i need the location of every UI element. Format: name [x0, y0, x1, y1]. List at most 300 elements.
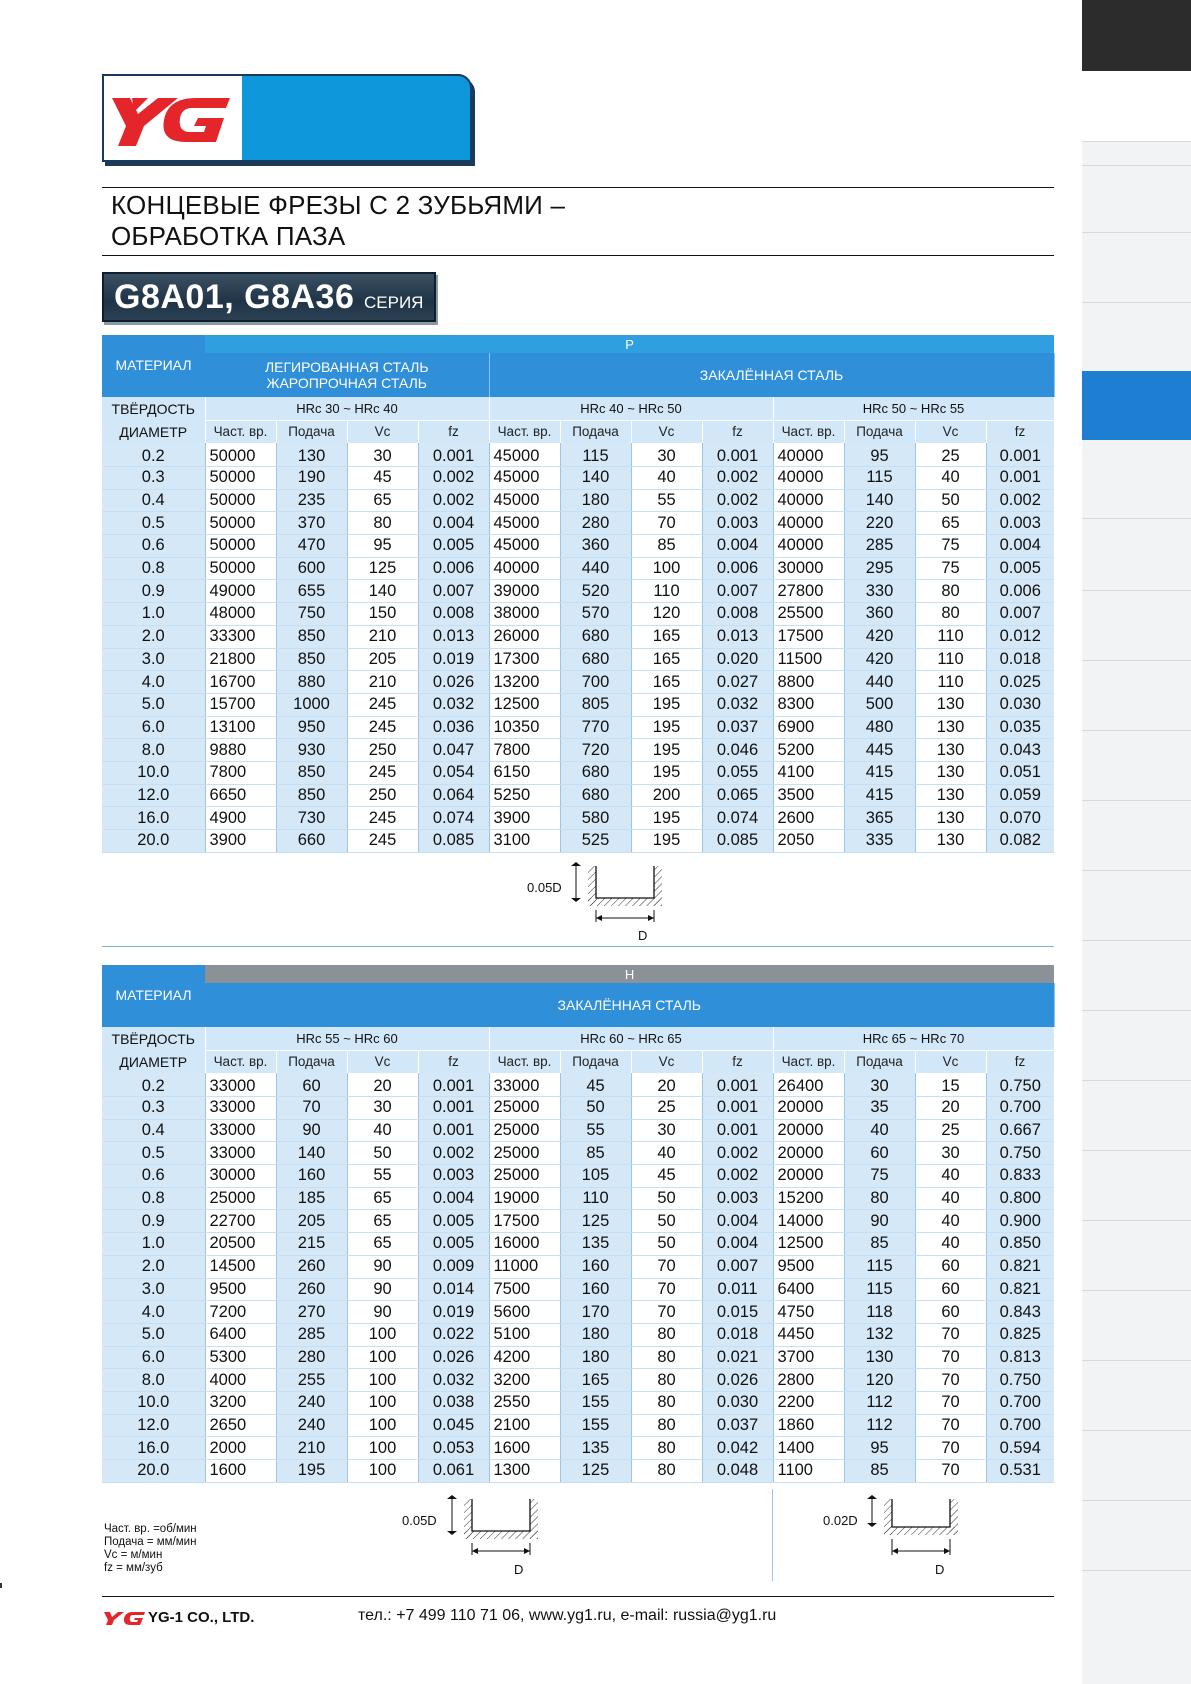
value-cell: 415: [844, 784, 915, 807]
value-cell: 0.001: [702, 1119, 773, 1142]
material-alloy-steel-line2: ЖАРОПРОЧНАЯ СТАЛЬ: [266, 375, 427, 391]
value-cell: 115: [844, 467, 915, 490]
value-cell: 750: [276, 603, 347, 626]
value-cell: 33300: [205, 625, 276, 648]
value-cell: 0.004: [702, 535, 773, 558]
value-cell: 3500: [773, 784, 844, 807]
value-cell: 0.036: [418, 716, 489, 739]
value-cell: 0.070: [986, 807, 1054, 830]
value-cell: 3200: [205, 1391, 276, 1414]
value-cell: 1600: [205, 1460, 276, 1483]
value-cell: 6400: [205, 1323, 276, 1346]
value-cell: 165: [560, 1369, 631, 1392]
value-cell: 80: [915, 603, 986, 626]
value-cell: 110: [560, 1187, 631, 1210]
side-divider: [1082, 1150, 1191, 1151]
value-cell: 150: [347, 603, 418, 626]
value-cell: 0.085: [418, 830, 489, 853]
col-speed: Част. вр.: [773, 1050, 844, 1073]
col-speed: Част. вр.: [773, 420, 844, 443]
value-cell: 0.008: [702, 603, 773, 626]
diameter-cell: 0.4: [102, 1119, 205, 1142]
diameter-cell: 2.0: [102, 1255, 205, 1278]
table-row: [102, 1210, 1054, 1233]
value-cell: 440: [844, 671, 915, 694]
legend-speed: Част. вр. =об/мин: [104, 1523, 197, 1535]
value-cell: 60: [844, 1142, 915, 1165]
value-cell: 0.015: [702, 1301, 773, 1324]
value-cell: 360: [844, 603, 915, 626]
table-row: [102, 1073, 1054, 1097]
page-title-line1: КОНЦЕВЫЕ ФРЕЗЫ С 2 ЗУБЬЯМИ –: [111, 190, 566, 220]
value-cell: 0.085: [702, 830, 773, 853]
value-cell: 33000: [489, 1073, 560, 1097]
value-cell: 33000: [205, 1097, 276, 1120]
col-fz: fz: [986, 1050, 1054, 1073]
value-cell: 1100: [773, 1460, 844, 1483]
table-row: [102, 1187, 1054, 1210]
value-cell: 0.014: [418, 1278, 489, 1301]
value-cell: 0.065: [702, 784, 773, 807]
value-cell: 130: [915, 784, 986, 807]
value-cell: 360: [560, 535, 631, 558]
value-cell: 30: [915, 1142, 986, 1165]
header-banner-border: [102, 74, 472, 162]
table-row: [102, 625, 1054, 648]
col-speed: Част. вр.: [205, 420, 276, 443]
side-divider: [1082, 940, 1191, 941]
table-row: [102, 1278, 1054, 1301]
value-cell: 0.013: [702, 625, 773, 648]
value-cell: 155: [560, 1414, 631, 1437]
cutting-table-h: [102, 965, 1055, 1483]
value-cell: 25: [631, 1097, 702, 1120]
value-cell: 0.008: [418, 603, 489, 626]
table-row: [102, 557, 1054, 580]
value-cell: 365: [844, 807, 915, 830]
value-cell: 140: [844, 489, 915, 512]
value-cell: 110: [915, 625, 986, 648]
value-cell: 5600: [489, 1301, 560, 1324]
value-cell: 0.003: [702, 512, 773, 535]
legend-fz: fz = мм/зуб: [104, 1562, 163, 1574]
value-cell: 3100: [489, 830, 560, 853]
value-cell: 0.045: [418, 1414, 489, 1437]
value-cell: 70: [915, 1437, 986, 1460]
value-cell: 25: [915, 443, 986, 467]
value-cell: 0.043: [986, 739, 1054, 762]
value-cell: 9500: [773, 1255, 844, 1278]
hardness-header: ТВЁРДОСТЬ: [102, 1027, 205, 1050]
value-cell: 0.019: [418, 1301, 489, 1324]
value-cell: 0.005: [418, 1233, 489, 1256]
value-cell: 655: [276, 580, 347, 603]
value-cell: 45000: [489, 443, 560, 467]
material-header: МАТЕРИАЛ: [102, 335, 205, 397]
value-cell: 125: [560, 1460, 631, 1483]
slot-diagram-1: [570, 862, 690, 932]
col-speed: Част. вр.: [489, 1050, 560, 1073]
value-cell: 525: [560, 830, 631, 853]
value-cell: 0.004: [418, 512, 489, 535]
value-cell: 45000: [489, 512, 560, 535]
width-label-2: D: [514, 1562, 524, 1577]
value-cell: 130: [915, 716, 986, 739]
diameter-cell: 5.0: [102, 1323, 205, 1346]
table-row: [102, 467, 1054, 490]
col-feed: Подача: [276, 1050, 347, 1073]
value-cell: 70: [915, 1323, 986, 1346]
table-row: [102, 1301, 1054, 1324]
value-cell: 0.004: [702, 1233, 773, 1256]
hardness-range-1: HRc 30 ~ HRc 40: [205, 397, 489, 420]
value-cell: 770: [560, 716, 631, 739]
value-cell: 0.032: [418, 1369, 489, 1392]
value-cell: 130: [915, 807, 986, 830]
value-cell: 165: [631, 648, 702, 671]
value-cell: 65: [347, 1233, 418, 1256]
diameter-cell: 8.0: [102, 739, 205, 762]
value-cell: 25500: [773, 603, 844, 626]
table-row: [102, 1414, 1054, 1437]
value-cell: 45: [560, 1073, 631, 1097]
table-row: [102, 1437, 1054, 1460]
value-cell: 40000: [773, 489, 844, 512]
side-divider: [1082, 1080, 1191, 1081]
col-fz: fz: [418, 1050, 489, 1073]
margin-mark: [0, 1583, 2, 1588]
value-cell: 255: [276, 1369, 347, 1392]
value-cell: 210: [347, 671, 418, 694]
slot-diagram-3: [866, 1495, 986, 1565]
value-cell: 235: [276, 489, 347, 512]
value-cell: 165: [631, 671, 702, 694]
footer-company: YG-1 CO., LTD.: [148, 1609, 255, 1626]
value-cell: 16700: [205, 671, 276, 694]
value-cell: 95: [844, 1437, 915, 1460]
value-cell: 160: [276, 1165, 347, 1188]
value-cell: 14500: [205, 1255, 276, 1278]
value-cell: 220: [844, 512, 915, 535]
value-cell: 570: [560, 603, 631, 626]
diameter-cell: 4.0: [102, 1301, 205, 1324]
value-cell: 440: [560, 557, 631, 580]
value-cell: 200: [631, 784, 702, 807]
material-alloy-steel-line1: ЛЕГИРОВАННАЯ СТАЛЬ: [264, 359, 429, 375]
value-cell: 140: [276, 1142, 347, 1165]
value-cell: 7800: [489, 739, 560, 762]
series-codes: G8A01, G8A36: [114, 278, 355, 316]
value-cell: 170: [560, 1301, 631, 1324]
value-cell: 0.020: [702, 648, 773, 671]
footer-contact[interactable]: тел.: +7 499 110 71 06, www.yg1.ru, e-mail: russia@yg1.ru: [358, 1607, 777, 1624]
material-group-p: P: [205, 335, 1054, 353]
value-cell: 700: [560, 671, 631, 694]
value-cell: 0.026: [702, 1369, 773, 1392]
value-cell: 500: [844, 693, 915, 716]
value-cell: 100: [347, 1323, 418, 1346]
diameter-cell: 1.0: [102, 1233, 205, 1256]
value-cell: 50000: [205, 467, 276, 490]
value-cell: 240: [276, 1414, 347, 1437]
value-cell: 70: [276, 1097, 347, 1120]
diameter-cell: 16.0: [102, 807, 205, 830]
value-cell: 4450: [773, 1323, 844, 1346]
value-cell: 195: [631, 830, 702, 853]
value-cell: 55: [631, 489, 702, 512]
value-cell: 25: [915, 1119, 986, 1142]
col-fz: fz: [702, 1050, 773, 1073]
value-cell: 118: [844, 1301, 915, 1324]
value-cell: 110: [631, 580, 702, 603]
value-cell: 5100: [489, 1323, 560, 1346]
value-cell: 850: [276, 761, 347, 784]
value-cell: 25000: [489, 1097, 560, 1120]
side-divider: [1082, 1430, 1191, 1431]
value-cell: 250: [347, 784, 418, 807]
value-cell: 11000: [489, 1255, 560, 1278]
value-cell: 100: [347, 1437, 418, 1460]
value-cell: 0.002: [702, 1165, 773, 1188]
diameter-cell: 1.0: [102, 603, 205, 626]
value-cell: 0.700: [986, 1391, 1054, 1414]
value-cell: 210: [347, 625, 418, 648]
value-cell: 0.003: [702, 1187, 773, 1210]
value-cell: 470: [276, 535, 347, 558]
value-cell: 75: [844, 1165, 915, 1188]
value-cell: 50000: [205, 443, 276, 467]
value-cell: 245: [347, 693, 418, 716]
value-cell: 0.030: [986, 693, 1054, 716]
value-cell: 2000: [205, 1437, 276, 1460]
value-cell: 30: [347, 443, 418, 467]
value-cell: 17300: [489, 648, 560, 671]
series-label: СЕРИЯ: [364, 293, 424, 312]
value-cell: 130: [844, 1346, 915, 1369]
value-cell: 70: [915, 1346, 986, 1369]
side-divider: [1082, 800, 1191, 801]
value-cell: 80: [631, 1391, 702, 1414]
value-cell: 65: [347, 1210, 418, 1233]
value-cell: 100: [347, 1369, 418, 1392]
diameter-cell: 0.9: [102, 580, 205, 603]
table-row: [102, 1323, 1054, 1346]
value-cell: 7800: [205, 761, 276, 784]
value-cell: 20000: [773, 1097, 844, 1120]
value-cell: 90: [276, 1119, 347, 1142]
side-tab-active[interactable]: [1082, 371, 1191, 440]
hardness-range-2: HRc 60 ~ HRc 65: [489, 1027, 773, 1050]
value-cell: 245: [347, 716, 418, 739]
side-divider: [1082, 590, 1191, 591]
value-cell: 805: [560, 693, 631, 716]
value-cell: 22700: [205, 1210, 276, 1233]
diameter-cell: 10.0: [102, 761, 205, 784]
diagram-divider: [772, 1489, 773, 1581]
value-cell: 335: [844, 830, 915, 853]
section-divider: [102, 946, 1054, 947]
value-cell: 0.046: [702, 739, 773, 762]
side-tab-dark[interactable]: [1082, 0, 1191, 71]
value-cell: 0.001: [702, 1073, 773, 1097]
value-cell: 45: [631, 1165, 702, 1188]
value-cell: 33000: [205, 1119, 276, 1142]
value-cell: 0.064: [418, 784, 489, 807]
col-speed: Част. вр.: [489, 420, 560, 443]
value-cell: 180: [560, 1346, 631, 1369]
units-legend: [104, 1523, 197, 1575]
value-cell: 0.004: [702, 1210, 773, 1233]
value-cell: 0.667: [986, 1119, 1054, 1142]
value-cell: 240: [276, 1391, 347, 1414]
col-fz: fz: [986, 420, 1054, 443]
value-cell: 0.012: [986, 625, 1054, 648]
value-cell: 140: [560, 467, 631, 490]
value-cell: 0.021: [702, 1346, 773, 1369]
value-cell: 0.032: [418, 693, 489, 716]
value-cell: 80: [631, 1323, 702, 1346]
value-cell: 80: [631, 1437, 702, 1460]
side-divider: [1082, 1570, 1191, 1571]
value-cell: 115: [844, 1255, 915, 1278]
value-cell: 40: [915, 1165, 986, 1188]
value-cell: 112: [844, 1414, 915, 1437]
value-cell: 850: [276, 648, 347, 671]
value-cell: 195: [276, 1460, 347, 1483]
value-cell: 0.001: [986, 467, 1054, 490]
table-row: [102, 761, 1054, 784]
value-cell: 0.700: [986, 1097, 1054, 1120]
diameter-cell: 0.4: [102, 489, 205, 512]
value-cell: 6150: [489, 761, 560, 784]
value-cell: 2200: [773, 1391, 844, 1414]
value-cell: 0.002: [418, 489, 489, 512]
value-cell: 70: [631, 1278, 702, 1301]
col-vc: Vc: [631, 420, 702, 443]
value-cell: 25000: [489, 1142, 560, 1165]
value-cell: 0.001: [702, 443, 773, 467]
value-cell: 0.002: [702, 489, 773, 512]
value-cell: 0.037: [702, 716, 773, 739]
value-cell: 110: [915, 671, 986, 694]
side-divider: [1082, 302, 1191, 303]
table-row: [102, 693, 1054, 716]
value-cell: 140: [347, 580, 418, 603]
value-cell: 0.007: [702, 1255, 773, 1278]
diameter-cell: 3.0: [102, 1278, 205, 1301]
col-fz: fz: [702, 420, 773, 443]
value-cell: 9880: [205, 739, 276, 762]
value-cell: 0.006: [418, 557, 489, 580]
value-cell: 100: [631, 557, 702, 580]
table-row: [102, 784, 1054, 807]
col-vc: Vc: [915, 1050, 986, 1073]
value-cell: 70: [631, 1255, 702, 1278]
value-cell: 60: [276, 1073, 347, 1097]
value-cell: 90: [844, 1210, 915, 1233]
value-cell: 0.037: [702, 1414, 773, 1437]
value-cell: 20: [347, 1073, 418, 1097]
value-cell: 80: [631, 1460, 702, 1483]
value-cell: 12500: [773, 1233, 844, 1256]
value-cell: 20: [915, 1097, 986, 1120]
value-cell: 10350: [489, 716, 560, 739]
value-cell: 295: [844, 557, 915, 580]
value-cell: 50: [560, 1097, 631, 1120]
diameter-cell: 0.3: [102, 1097, 205, 1120]
side-divider: [1082, 165, 1191, 166]
value-cell: 50: [915, 489, 986, 512]
material-group-h: H: [205, 965, 1054, 983]
side-divider: [1082, 1010, 1191, 1011]
value-cell: 6400: [773, 1278, 844, 1301]
col-vc: Vc: [347, 1050, 418, 1073]
value-cell: 33000: [205, 1073, 276, 1097]
value-cell: 40: [915, 1210, 986, 1233]
table-row: [102, 830, 1054, 853]
side-tab-strip: [1082, 0, 1191, 1684]
value-cell: 17500: [489, 1210, 560, 1233]
value-cell: 50: [631, 1187, 702, 1210]
value-cell: 2550: [489, 1391, 560, 1414]
value-cell: 110: [915, 648, 986, 671]
value-cell: 120: [844, 1369, 915, 1392]
value-cell: 250: [347, 739, 418, 762]
value-cell: 160: [560, 1278, 631, 1301]
value-cell: 0.001: [418, 1097, 489, 1120]
value-cell: 0.007: [702, 580, 773, 603]
value-cell: 370: [276, 512, 347, 535]
diameter-cell: 12.0: [102, 784, 205, 807]
value-cell: 27800: [773, 580, 844, 603]
value-cell: 120: [631, 603, 702, 626]
table-row: [102, 1255, 1054, 1278]
value-cell: 0.813: [986, 1346, 1054, 1369]
value-cell: 850: [276, 784, 347, 807]
side-tab-white[interactable]: [1082, 71, 1191, 141]
value-cell: 195: [631, 807, 702, 830]
hardness-range-3: HRc 50 ~ HRc 55: [773, 397, 1054, 420]
value-cell: 0.700: [986, 1414, 1054, 1437]
value-cell: 85: [631, 535, 702, 558]
value-cell: 415: [844, 761, 915, 784]
value-cell: 40000: [773, 443, 844, 467]
depth-label-2: 0.05D: [402, 1513, 437, 1528]
value-cell: 0.002: [702, 1142, 773, 1165]
value-cell: 215: [276, 1233, 347, 1256]
value-cell: 7500: [489, 1278, 560, 1301]
value-cell: 2100: [489, 1414, 560, 1437]
value-cell: 19000: [489, 1187, 560, 1210]
value-cell: 3900: [205, 830, 276, 853]
table-row: [102, 671, 1054, 694]
value-cell: 0.009: [418, 1255, 489, 1278]
side-divider: [1082, 870, 1191, 871]
diameter-cell: 0.9: [102, 1210, 205, 1233]
value-cell: 0.001: [418, 1119, 489, 1142]
footer-rule: [102, 1596, 1054, 1597]
value-cell: 90: [347, 1255, 418, 1278]
value-cell: 50000: [205, 489, 276, 512]
material-alloy-steel: [205, 353, 489, 397]
material-hardened-steel: ЗАКАЛЁННАЯ СТАЛЬ: [205, 983, 1054, 1027]
value-cell: 95: [844, 443, 915, 467]
col-feed: Подача: [844, 1050, 915, 1073]
value-cell: 880: [276, 671, 347, 694]
value-cell: 0.047: [418, 739, 489, 762]
value-cell: 40: [915, 1187, 986, 1210]
value-cell: 60: [915, 1278, 986, 1301]
